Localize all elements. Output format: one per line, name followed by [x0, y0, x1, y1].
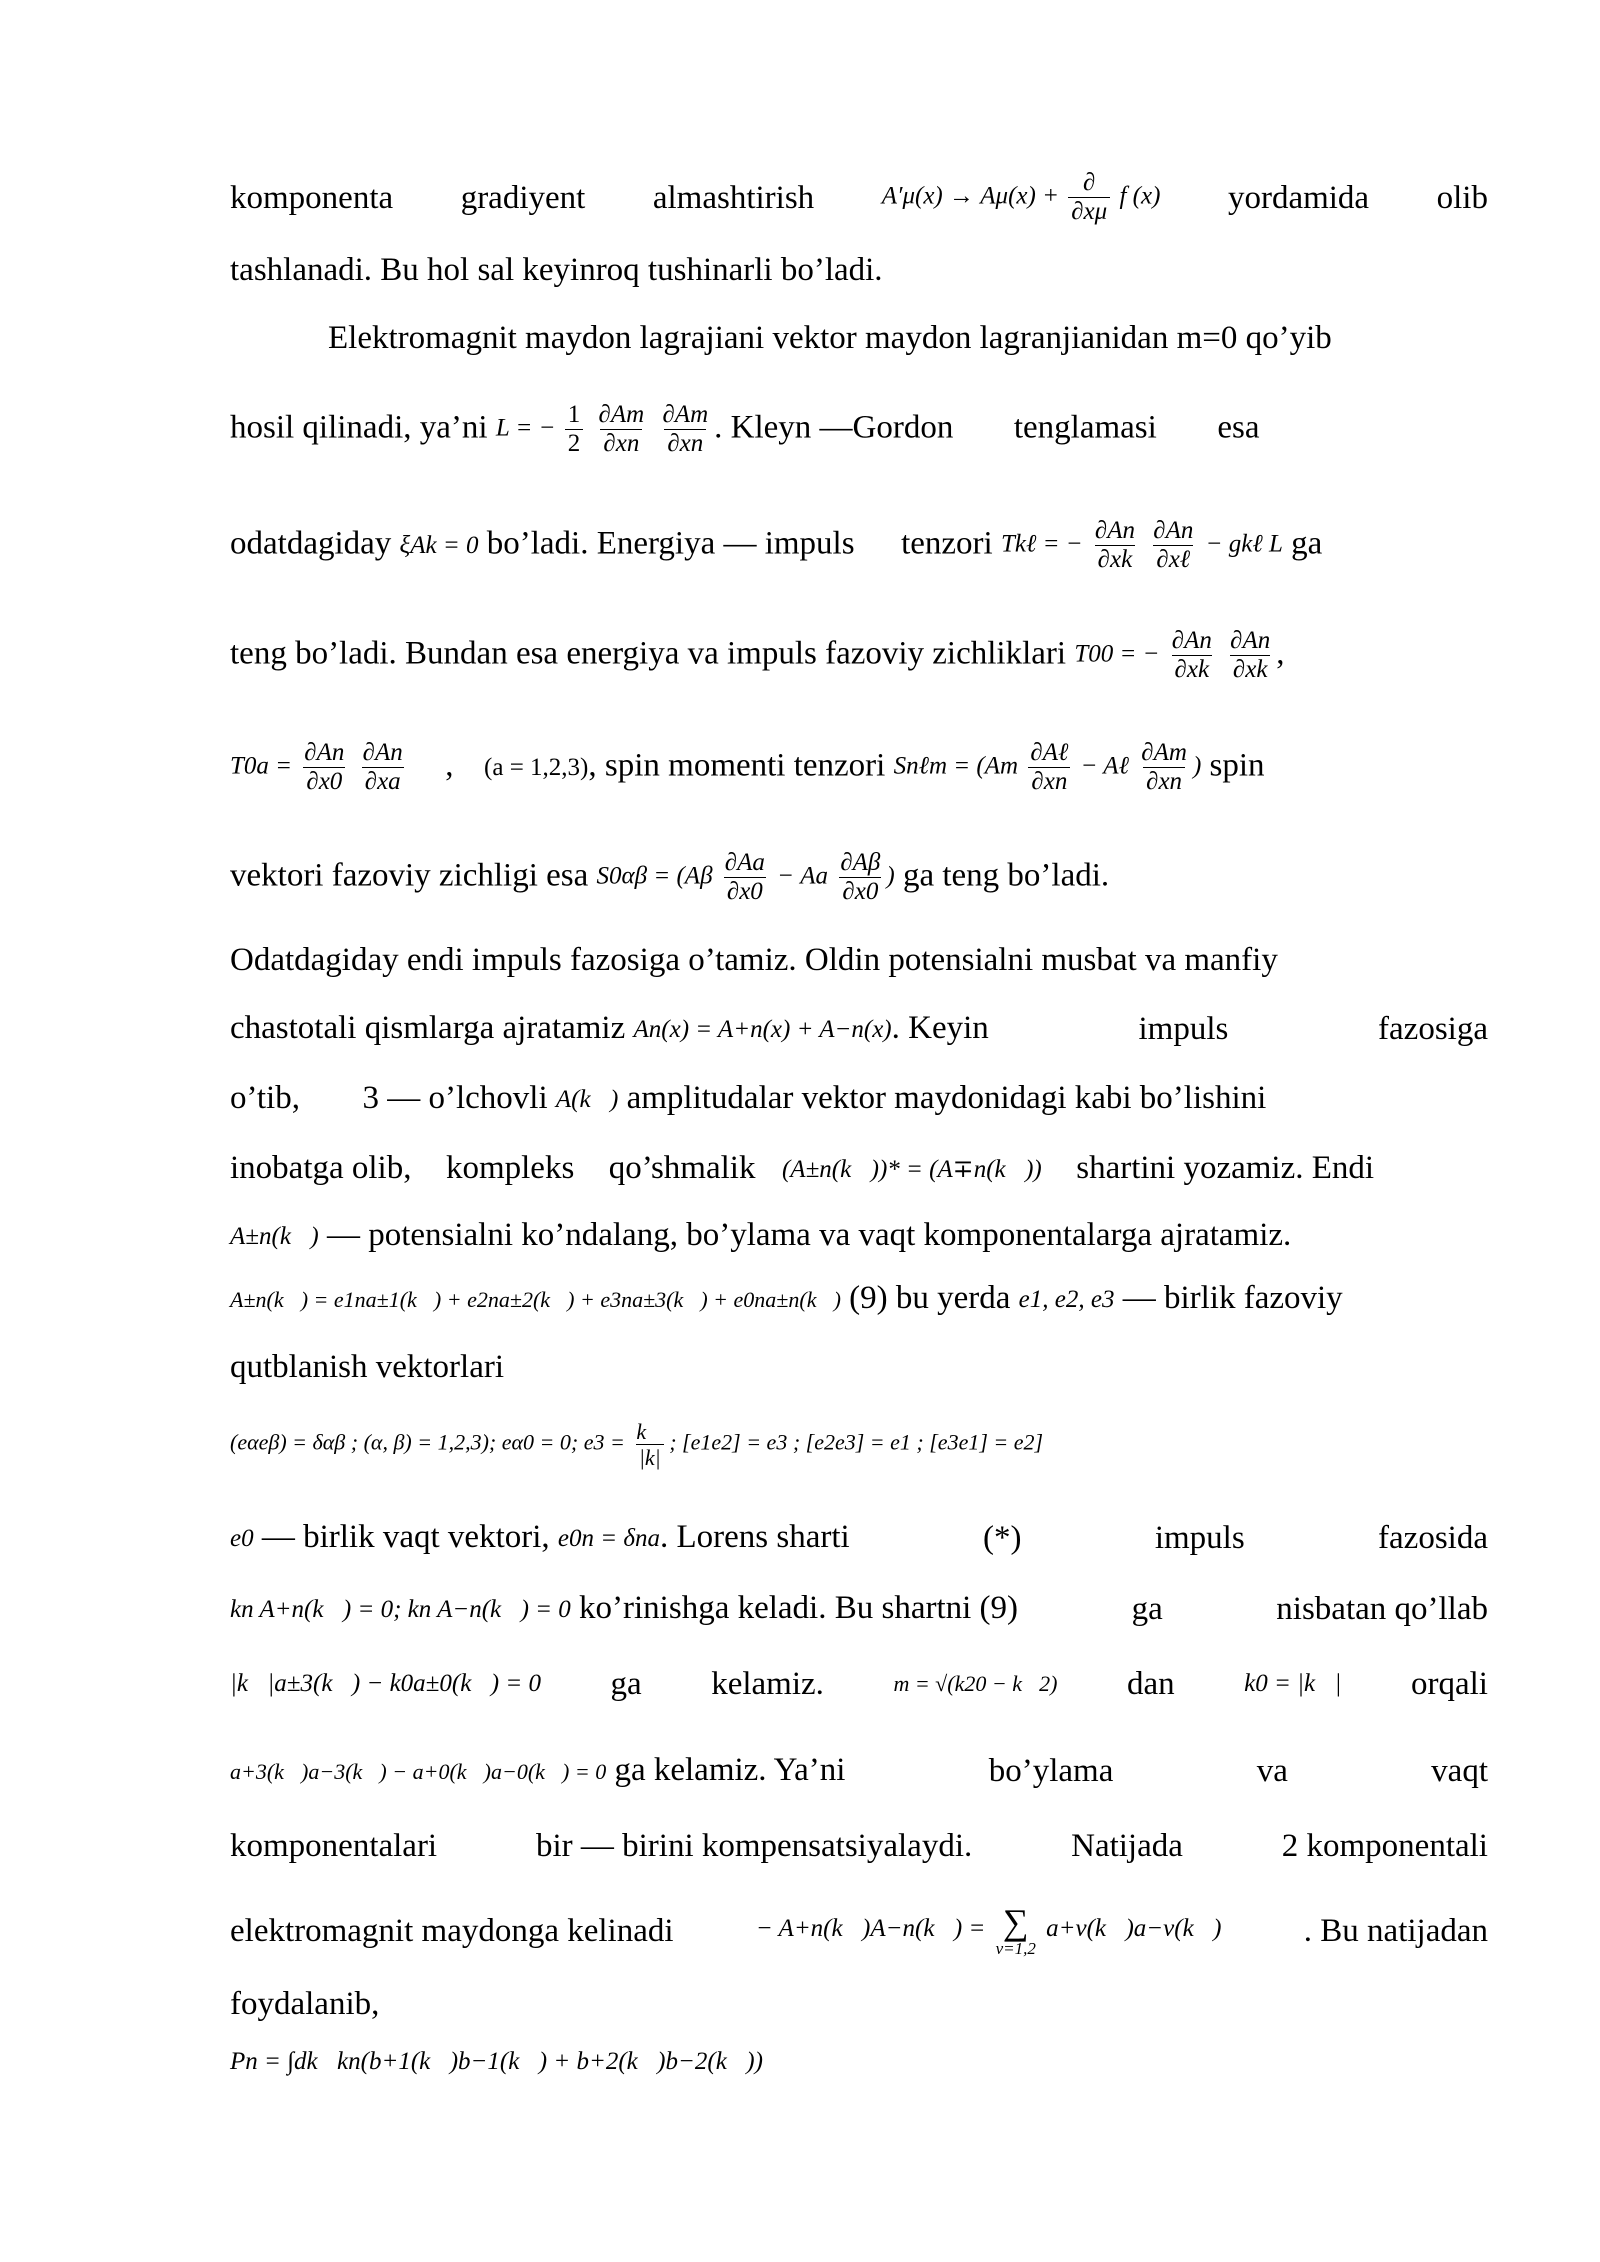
- numerator: ∂Aβ: [840, 849, 881, 876]
- text: esa: [1217, 409, 1260, 446]
- two-component-formula: [756, 1904, 1222, 1957]
- math-text: ): [886, 862, 895, 890]
- word: bir — birini kompensatsiyalaydi.: [535, 1828, 973, 1864]
- text: , spin momenti tenzori: [588, 747, 886, 784]
- denominator: ∂xn: [1143, 767, 1185, 795]
- text: ,: [445, 747, 454, 784]
- orthogonality-relations: [230, 1420, 1488, 1469]
- denominator: ∂xμ: [1068, 197, 1110, 225]
- fraction: [1227, 628, 1273, 684]
- gauge-transformation-formula: [882, 170, 1161, 226]
- text: kompleks: [445, 1150, 575, 1186]
- time-vector-definition: e0n = δna: [557, 1525, 660, 1553]
- text: (9) bu yerda: [849, 1280, 1011, 1316]
- math-text: f (x): [1119, 182, 1161, 210]
- text: odatdagiday: [230, 525, 392, 562]
- text-line-17: [230, 1517, 1488, 1559]
- word: impuls: [1138, 1011, 1229, 1048]
- text: teng bo’ladi. Bundan esa energiya va impuls fazoviy zichliklari: [230, 635, 1067, 672]
- text: ko’rinishga keladi. Bu shartni (9): [579, 1590, 1019, 1626]
- math-text: S0αβ = (Aβ: [596, 862, 713, 890]
- fraction: [1092, 518, 1138, 574]
- decomposition-formula: A±n(k⃗) = e1na±1(k⃗) + e2na±2(k⃗) + e3na±3(k⃗) + e0na±n(k⃗): [230, 1287, 841, 1313]
- text-line-23: foydalanib,: [230, 1986, 380, 2022]
- word: komponenta: [230, 179, 394, 216]
- index-range: (a = 1,2,3): [484, 753, 589, 781]
- mass-formula: m = √(k20 − k⃗2): [893, 1671, 1058, 1696]
- text-line-21: [230, 1826, 1488, 1866]
- math-text: L = −: [495, 414, 556, 442]
- math-text: T0a =: [230, 752, 293, 780]
- numerator: ∂Am: [662, 401, 709, 428]
- fraction: [596, 402, 648, 458]
- fraction: [301, 740, 347, 796]
- text-line-12: [230, 1148, 1488, 1190]
- text: inobatga olib,: [230, 1150, 412, 1186]
- potential-symbol: A±n(k⃗): [230, 1223, 319, 1251]
- amplitude-symbol: A(k⃗): [555, 1086, 619, 1114]
- denominator: ∂xk: [1095, 545, 1136, 573]
- text: elektromagnit maydonga kelinadi: [230, 1912, 674, 1949]
- text: o’tib,: [230, 1080, 300, 1116]
- numerator: ∂: [1083, 169, 1096, 196]
- math-text: − Aa: [777, 862, 829, 890]
- numerator: ∂Aℓ: [1030, 739, 1069, 766]
- word: Natijada: [1071, 1828, 1183, 1864]
- word: 2 komponentali: [1281, 1828, 1488, 1864]
- word: kelamiz.: [711, 1666, 824, 1702]
- text: . Lorens sharti: [660, 1519, 850, 1555]
- denominator: ∂xℓ: [1153, 545, 1193, 573]
- word: ga: [610, 1666, 642, 1702]
- text: spin: [1209, 747, 1265, 784]
- text-line-1: [230, 170, 1488, 226]
- fraction: [722, 850, 768, 906]
- text-line-18: [230, 1588, 1488, 1630]
- compensation-formula: a+3(k⃗)a−3(k⃗) − a+0(k⃗)a−0(k⃗) = 0: [230, 1759, 607, 1785]
- math-text: A′μ(x) → Aμ(x) +: [881, 182, 1059, 210]
- word: fazosida: [1378, 1520, 1488, 1557]
- word: yordamida: [1227, 179, 1370, 216]
- k0-relation: k0 = |k⃗|: [1244, 1670, 1342, 1697]
- denominator: ∂xn: [664, 429, 706, 457]
- sum-operator: [996, 1904, 1036, 1957]
- denominator: ∂xk: [1172, 655, 1213, 683]
- text-line-19: [230, 1664, 1488, 1704]
- word: va: [1256, 1753, 1288, 1790]
- word: vaqt: [1431, 1753, 1488, 1790]
- math-text: (eαeβ) = δαβ ; (α, β) = 1,2,3); eα0 = 0; e3 =: [230, 1429, 625, 1455]
- text-line-10: [230, 1008, 1488, 1050]
- klein-gordon-equation: ξAk = 0: [399, 531, 479, 559]
- text: — birlik fazoviy: [1122, 1280, 1343, 1316]
- longitudinal-condition: |k⃗|a±3(k⃗) − k0a±0(k⃗) = 0: [230, 1670, 541, 1697]
- text: . Keyin: [891, 1010, 989, 1046]
- denominator: ∂xk: [1230, 655, 1271, 683]
- text: ga kelamiz. Ya’ni: [614, 1752, 846, 1788]
- text-line-9: Odatdagiday endi impuls fazosiga o’tamiz. Oldin potensialni musbat va manfiy: [230, 942, 1278, 978]
- text-line-6: [230, 628, 1488, 684]
- text-line-3: Elektromagnit maydon lagrajiani vektor maydon lagranjianidan m=0 qo’yib: [328, 320, 1332, 356]
- denominator: |k|: [636, 1444, 664, 1469]
- text: . Kleyn —Gordon: [714, 409, 954, 446]
- text-line-4: [230, 402, 1488, 458]
- fraction: [1138, 740, 1190, 796]
- denominator: ∂x0: [303, 767, 345, 795]
- energy-momentum-tensor-formula: [1001, 518, 1283, 574]
- fraction: [837, 850, 883, 906]
- lagrangian-formula: [496, 402, 714, 458]
- math-text: − Aℓ: [1080, 752, 1129, 780]
- orthogonality-formula: [230, 1420, 1043, 1469]
- word: orqali: [1410, 1666, 1488, 1702]
- T0a-formula: [230, 740, 409, 796]
- text: 3 — o’lchovli: [362, 1080, 548, 1116]
- numerator: ∂An: [1171, 627, 1212, 654]
- word: ga: [1131, 1591, 1163, 1628]
- denominator: 2: [565, 429, 584, 457]
- spin-vector-density-formula: [597, 850, 895, 906]
- text-line-13: [230, 1215, 1488, 1257]
- fraction: [1068, 170, 1110, 226]
- text-line-8: [230, 850, 1488, 906]
- math-text: a+ν(k⃗)a−ν(k⃗): [1046, 1915, 1222, 1943]
- text: shartini yozamiz. Endi: [1076, 1150, 1375, 1186]
- fraction: [1027, 740, 1071, 796]
- math-text: ; [e1e2] = e3 ; [e2e3] = e1 ; [e3e1] = e2]: [669, 1429, 1044, 1455]
- text-line-22: [230, 1904, 1488, 1957]
- time-vector-symbol: e0: [230, 1525, 254, 1553]
- lorentz-condition-momentum: kn A+n(k⃗) = 0; kn A−n(k⃗) = 0: [230, 1596, 571, 1624]
- word: dan: [1126, 1666, 1175, 1702]
- word: nisbatan qo’llab: [1276, 1591, 1488, 1628]
- text: amplitudalar vektor maydonidagi kabi bo’lishini: [626, 1080, 1267, 1116]
- denominator: ∂x0: [724, 877, 766, 905]
- word: fazosiga: [1378, 1011, 1488, 1048]
- text: bo’ladi. Energiya — impuls: [486, 525, 855, 562]
- text: ,: [1276, 635, 1285, 672]
- momentum-formula-line: [230, 2040, 1488, 2082]
- word: komponentalari: [230, 1828, 438, 1864]
- text-line-14: [230, 1278, 1488, 1320]
- text: tenzori: [901, 525, 993, 562]
- fraction: [633, 1420, 666, 1469]
- text: . Bu natijadan: [1303, 1912, 1488, 1949]
- math-text: Snℓm = (Am: [893, 752, 1019, 780]
- frequency-split-formula: An(x) = A+n(x) + A−n(x): [633, 1016, 892, 1044]
- numerator: ∂Am: [1141, 739, 1187, 766]
- math-text: − A+n(k⃗)A−n(k⃗) =: [755, 1915, 986, 1943]
- math-text: Tkℓ = −: [1000, 530, 1083, 558]
- text-line-2: tashlanadi. Bu hol sal keyinroq tushinarli bo’ladi.: [230, 252, 883, 288]
- denominator: ∂xn: [600, 429, 642, 457]
- text-line-15: qutblanish vektorlari: [230, 1349, 505, 1385]
- numerator: ∂An: [362, 739, 403, 766]
- word: almashtirish: [652, 179, 815, 216]
- spin-tensor-formula: [894, 740, 1202, 796]
- word: (*): [983, 1520, 1022, 1557]
- math-text: ): [1192, 752, 1202, 780]
- word: olib: [1436, 179, 1488, 216]
- numerator: ∂Am: [598, 401, 645, 428]
- text: ga: [1291, 525, 1323, 562]
- numerator: ∂An: [1094, 517, 1135, 544]
- fraction: [1150, 518, 1196, 574]
- basis-vectors: e1, e2, e3: [1018, 1286, 1115, 1314]
- text-group: [230, 1750, 845, 1792]
- text-group: [230, 1517, 850, 1559]
- word: bo’ylama: [988, 1753, 1114, 1790]
- momentum-formula: Pn = ∫dk⃗kn(b+1(k⃗)b−1(k⃗) + b+2(k⃗)b−2(k⃗)): [230, 2048, 763, 2076]
- sum-limits: ν=1,2: [995, 1939, 1036, 1958]
- text: qo’shmalik: [608, 1150, 756, 1186]
- text-line-20: [230, 1750, 1488, 1792]
- numerator: ∂An: [304, 739, 345, 766]
- numerator: ∂Aa: [724, 849, 765, 876]
- text: — potensialni ko’ndalang, bo’ylama va vaqt komponentalarga ajratamiz.: [326, 1217, 1292, 1253]
- word: gradiyent: [460, 179, 586, 216]
- text: ga teng bo’ladi.: [902, 857, 1110, 894]
- fraction: [565, 402, 584, 458]
- numerator: ∂An: [1230, 627, 1271, 654]
- numerator: ∂An: [1153, 517, 1194, 544]
- denominator: ∂x0: [839, 877, 881, 905]
- denominator: ∂xa: [362, 767, 404, 795]
- denominator: ∂xn: [1028, 767, 1070, 795]
- conjugation-condition: (A±n(k⃗))* = (A∓n(k⃗)): [781, 1156, 1042, 1184]
- text: hosil qilinadi, ya’ni: [230, 409, 488, 446]
- fraction: [360, 740, 406, 796]
- sum-sign: ∑: [1002, 1902, 1029, 1942]
- math-text: − gkℓ L: [1205, 530, 1283, 558]
- numerator: 1: [567, 401, 581, 428]
- text-group: [230, 1008, 989, 1050]
- math-text: T00 = −: [1074, 640, 1160, 668]
- numerator: k⃗: [636, 1419, 664, 1444]
- text-line-5: [230, 518, 1488, 574]
- text-line-11: [230, 1078, 1488, 1120]
- text-group: [230, 1588, 1018, 1630]
- T00-formula: [1074, 628, 1276, 684]
- word: impuls: [1154, 1520, 1245, 1557]
- text: chastotali qismlarga ajratamiz: [230, 1010, 626, 1046]
- fraction: [659, 402, 711, 458]
- text: tenglamasi: [1013, 409, 1157, 446]
- fraction: [1169, 628, 1215, 684]
- text: — birlik vaqt vektori,: [261, 1519, 550, 1555]
- text-line-7: [230, 740, 1488, 796]
- text: vektori fazoviy zichligi esa: [230, 857, 589, 894]
